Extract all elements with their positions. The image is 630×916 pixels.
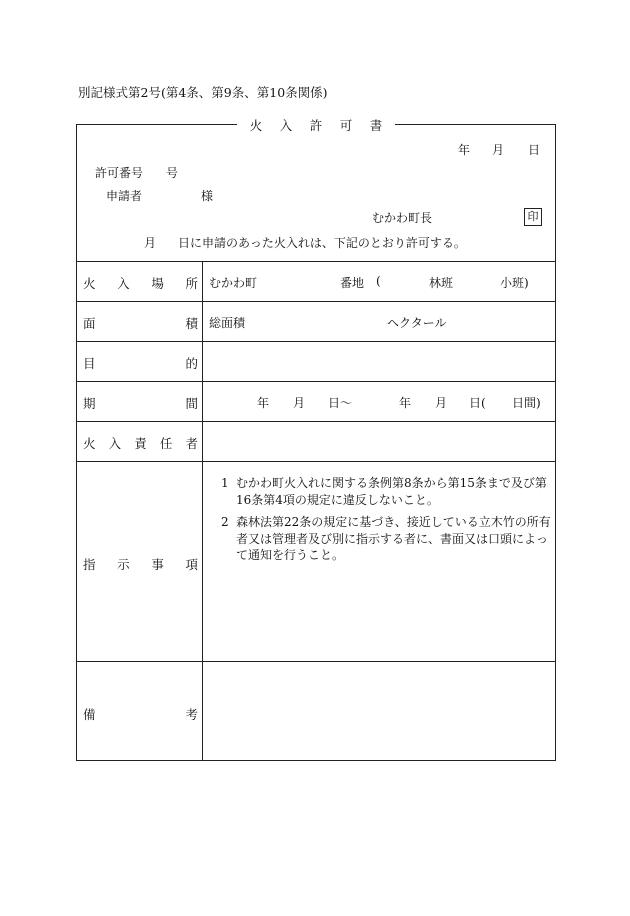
title-char: 許: [309, 118, 323, 133]
row-divider: [76, 421, 556, 422]
label-instructions: 指 示 事 項: [83, 557, 198, 572]
seal-mark: 印: [524, 208, 542, 226]
instruction-item: [221, 475, 555, 508]
location-rinpan: 林班: [429, 276, 454, 290]
label-area: 面 積: [83, 316, 198, 331]
date-month: 月: [492, 143, 505, 157]
row-divider: [76, 261, 556, 262]
date-day: 日: [528, 143, 541, 157]
row-divider: [76, 301, 556, 302]
location-paren: (: [376, 274, 381, 288]
instruction-text: むかわ町火入れに関する条例第8条から第15条まで及び第16条第4項の規定に違反しないこと。: [236, 476, 547, 507]
area-prefix: 総面積: [209, 316, 246, 330]
location-shohan: 小班): [500, 276, 529, 290]
title-char: 火: [249, 118, 263, 133]
applicant-honorific: 様: [201, 189, 214, 203]
instruction-number: 2: [221, 515, 229, 529]
statement-month: 月: [144, 236, 157, 250]
period-start-month: 月: [293, 396, 306, 410]
column-divider: [202, 261, 203, 761]
permit-number-label: 許可番号: [95, 166, 144, 180]
instruction-item: [221, 514, 555, 564]
location-banchi: 番地: [340, 276, 365, 290]
row-divider: [76, 381, 556, 382]
instruction-number: 1: [221, 476, 229, 490]
period-start-year: 年: [257, 396, 270, 410]
label-remarks: 備 考: [83, 707, 198, 722]
date-year: 年: [458, 143, 471, 157]
location-town: むかわ町: [209, 276, 258, 290]
period-end-year: 年: [399, 396, 412, 410]
period-start-day: 日〜: [328, 396, 353, 410]
title-char: 入: [279, 118, 293, 133]
period-end-day: 日(: [469, 396, 486, 410]
permit-number-suffix: 号: [166, 166, 179, 180]
form-title: [237, 116, 395, 134]
row-divider: [76, 341, 556, 342]
form-reference: 別記様式第2号(第4条、第9条、第10条関係): [78, 85, 328, 100]
area-unit: ヘクタール: [387, 316, 447, 330]
row-divider: [76, 661, 556, 662]
row-divider: [76, 461, 556, 462]
period-end-month: 月: [435, 396, 448, 410]
label-manager: 火 入 責 任 者: [83, 436, 198, 451]
issuer-name: むかわ町長: [372, 211, 433, 225]
instruction-text: 森林法第22条の規定に基づき、接近している立木竹の所有者又は管理者及び別に指示する者に、書面又は口頭によって通知を行うこと。: [236, 515, 551, 562]
applicant-label: 申請者: [106, 189, 143, 203]
title-char: 書: [369, 118, 383, 133]
label-period: 期 間: [83, 396, 198, 411]
label-purpose: 目 的: [83, 356, 198, 371]
period-days: 日間): [512, 396, 541, 410]
title-char: 可: [339, 118, 353, 133]
statement-text: 日に申請のあった火入れは、下記のとおり許可する。: [178, 236, 466, 250]
label-location: 火 入 場 所: [83, 276, 198, 291]
